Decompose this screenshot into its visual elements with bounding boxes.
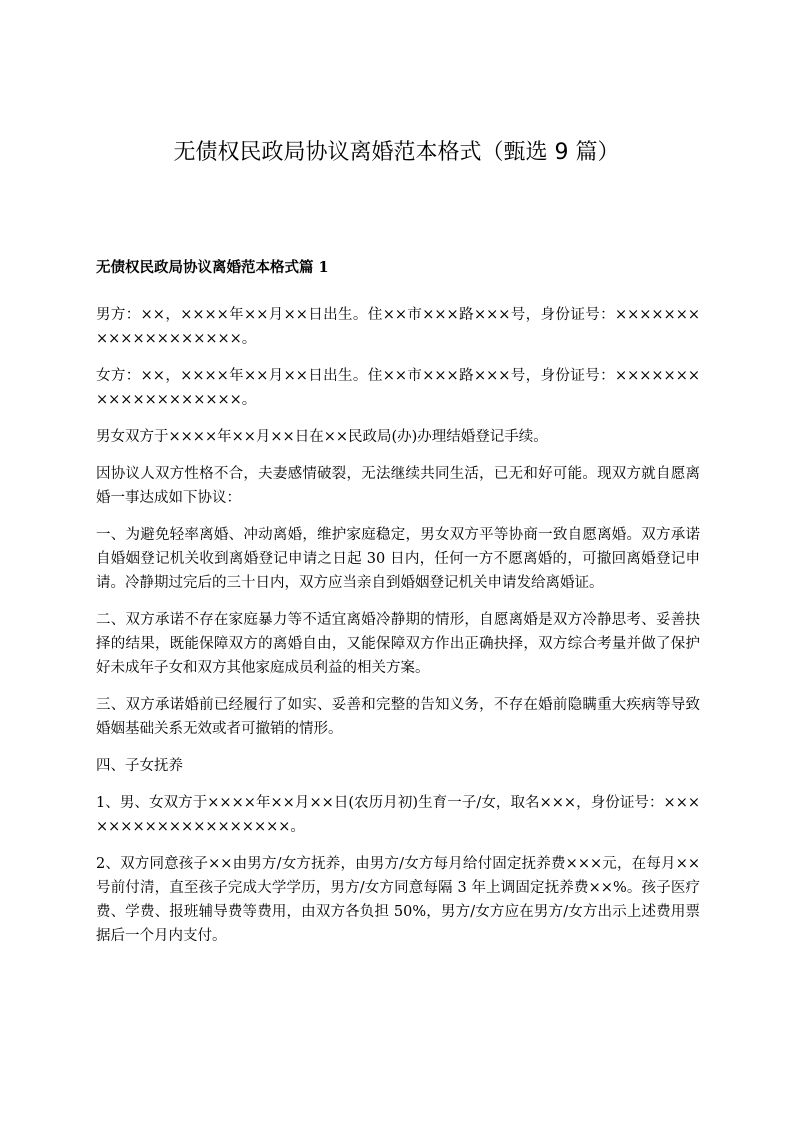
paragraph-clause-1: 一、为避免轻率离婚、冲动离婚，维护家庭稳定，男女双方平等协商一致自愿离婚。双方承诺自婚姻登记机关收到离婚登记申请之日起 30 日内，任何一方不愿离婚的，可撤回离婚登记申请。冷静期过完后的三十日内，双方应当亲自到婚姻登记机关申请发给离婚证。 xyxy=(96,527,700,591)
paragraph-clause-2: 二、双方承诺不存在家庭暴力等不适宜离婚冷静期的情形，自愿离婚是双方冷静思考、妥善抉择的结果，既能保障双方的离婚自由，又能保障双方作出正确抉择，双方综合考量并做了保护好未成年子女和双方其他家庭成员利益的相关方案。 xyxy=(96,612,700,676)
paragraph-reason: 因协议人双方性格不合，夫妻感情破裂，无法继续共同生活，已无和好可能。现双方就自愿离婚一事达成如下协议： xyxy=(96,466,700,506)
paragraph-male-party: 男方：××，××××年××月××日出生。住××市×××路×××号，身份证号：×××××××××××××××××××。 xyxy=(96,307,700,347)
document-title: 无债权民政局协议离婚范本格式（甄选 9 篇） xyxy=(173,140,620,165)
section-heading: 无债权民政局协议离婚范本格式篇 1 xyxy=(96,259,329,276)
document-body xyxy=(96,256,700,961)
paragraph-child-info: 1、男、女双方于××××年××月××日(农历月初)生育一子/女，取名×××，身份证号：×××××××××××××××××××。 xyxy=(96,795,700,835)
paragraph-marriage-registration: 男女双方于××××年××月××日在××民政局(办)办理结婚登记手续。 xyxy=(96,429,548,445)
paragraph-female-party: 女方：××，××××年××月××日出生。住××市×××路×××号，身份证号：×××××××××××××××××××。 xyxy=(96,368,700,408)
paragraph-clause-3: 三、双方承诺婚前已经履行了如实、妥善和完整的告知义务，不存在婚前隐瞒重大疾病等导致婚姻基础关系无效或者可撤销的情形。 xyxy=(96,697,700,737)
paragraph-child-support: 2、双方同意孩子××由男方/女方抚养，由男方/女方每月给付固定抚养费×××元，在每月××号前付清，直至孩子完成大学学历，男方/女方同意每隔 3 年上调固定抚养费××%。孩子医疗费、学费、报班辅导费等费用，由双方各负担 50%，男方/女方应在男方/女方出示上述费用票据后一个月内支付。 xyxy=(96,856,700,944)
paragraph-clause-4-heading: 四、子女抚养 xyxy=(96,758,183,774)
